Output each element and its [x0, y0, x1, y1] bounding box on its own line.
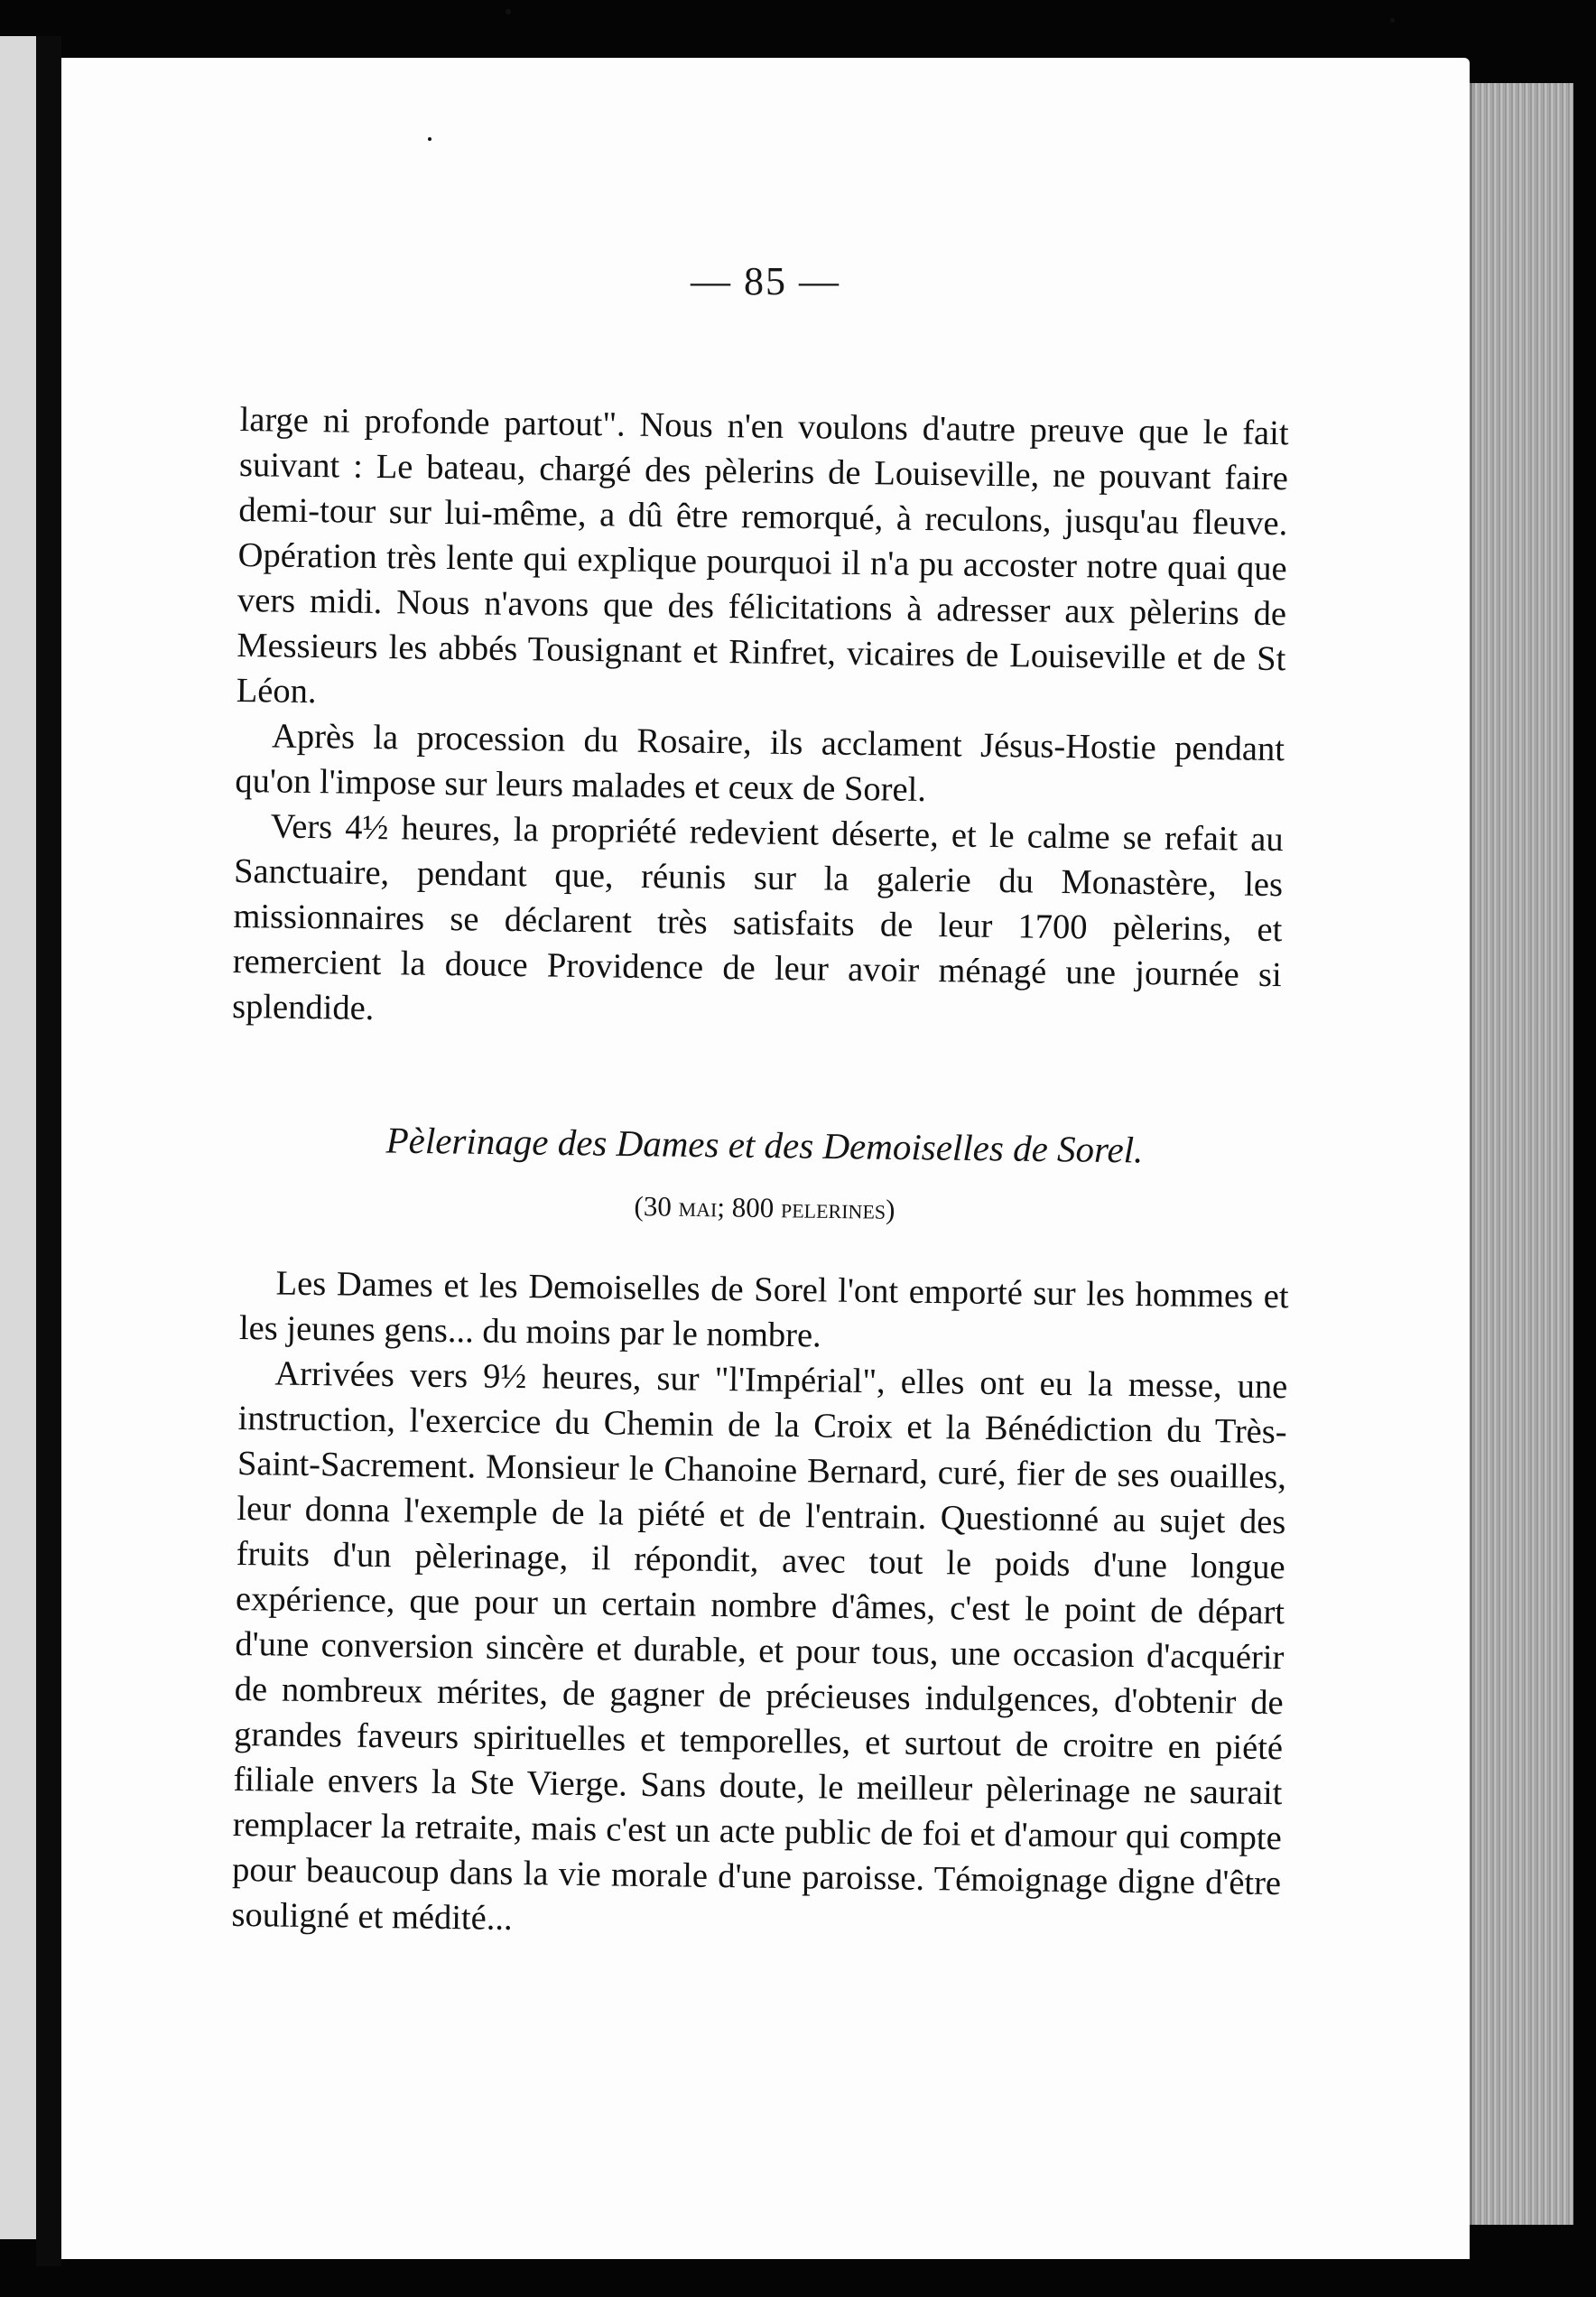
paragraph: large ni profonde partout". Nous n'en voulons d'autre preuve que le fait suivant : Le bateau, chargé des pèlerins de Louiseville, ne pouvant faire demi-tour sur lui-même, a dû être remorqué, à reculons, jusqu'au fleuve. Opération très lente qui explique pourquoi il n'a pu accoster notre quai que vers midi. Nous n'avons que des félicitations à adresser aux pèlerins de Messieurs les abbés Tousignant et Rinfret, vicaires de Louiseville et de St Léon. — [236, 400, 1289, 711]
scan-speck — [506, 9, 511, 14]
paragraph: Les Dames et les Demoiselles de Sorel l'ont emporté sur les hommes et les jeunes gens... du moins par le nombre. — [238, 1264, 1289, 1355]
paragraph: Après la procession du Rosaire, ils acclament Jésus-Hostie pendant qu'on l'impose sur leurs malades et ceux de Sorel. — [235, 717, 1285, 809]
page-block-edge — [1470, 83, 1573, 2225]
left-page-edge — [0, 36, 36, 2239]
paragraph: Vers 4½ heures, la propriété redevient déserte, et le calme se refait au Sanctuaire, pendant que, réunis sur la galerie du Monastère, les missionnaires se déclarent très satisfaits de leur 1700 pèlerins, et remercient la douce Providence de leur avoir ménagé une journée si splendide. — [231, 807, 1284, 1028]
section-subheading — [240, 1185, 1289, 1231]
body-text-bottom — [231, 1260, 1289, 1951]
scan-speck — [1390, 18, 1395, 23]
scan-speck — [428, 137, 431, 141]
subheading-month: mai — [678, 1190, 718, 1223]
gutter-shadow — [36, 36, 61, 2266]
page-number: — 85 — — [691, 259, 840, 303]
section-heading: Pèlerinage des Dames et des Demoiselles de Sorel. — [385, 1119, 1144, 1171]
subheading-open: (30 — [634, 1190, 679, 1223]
paragraph: Arrivées vers 9½ heures, sur "l'Impérial", elles ont eu la messe, une instruction, l'exercice du Chemin de la Croix et la Bénédiction du Très-Saint-Sacrement. Monsieur le Chanoine Bernard, curé, fier de ses ouailles, leur donna l'exemple de la piété et de l'entrain. Questionné au sujet des fruits d'un pèlerinage, il répondit, avec tout le poids d'une longue expérience, que pour un certain nombre d'âmes, c'est le point de départ d'une conversion sincère et durable, et pour tous, une occasion d'acquérir de nombreux mérites, de gagner de précieuses indulgences, d'obtenir de grandes faveurs spirituelles et temporelles, et surtout de croitre en piété filiale envers la Ste Vierge. Sans doute, le meilleur pèlerinage ne saurait remplacer la retraite, mais c'est un acte public de foi et d'amour qui compte pour beaucoup dans la vie morale d'une paroisse. Témoignage digne d'être souligné et médité... — [231, 1354, 1288, 1939]
subheading-close: ) — [885, 1193, 895, 1225]
subheading-count-label: pelerines — [780, 1192, 886, 1225]
body-text-top — [232, 397, 1289, 1043]
subheading-separator: ; 800 — [717, 1191, 782, 1224]
book-page — [61, 58, 1470, 2259]
